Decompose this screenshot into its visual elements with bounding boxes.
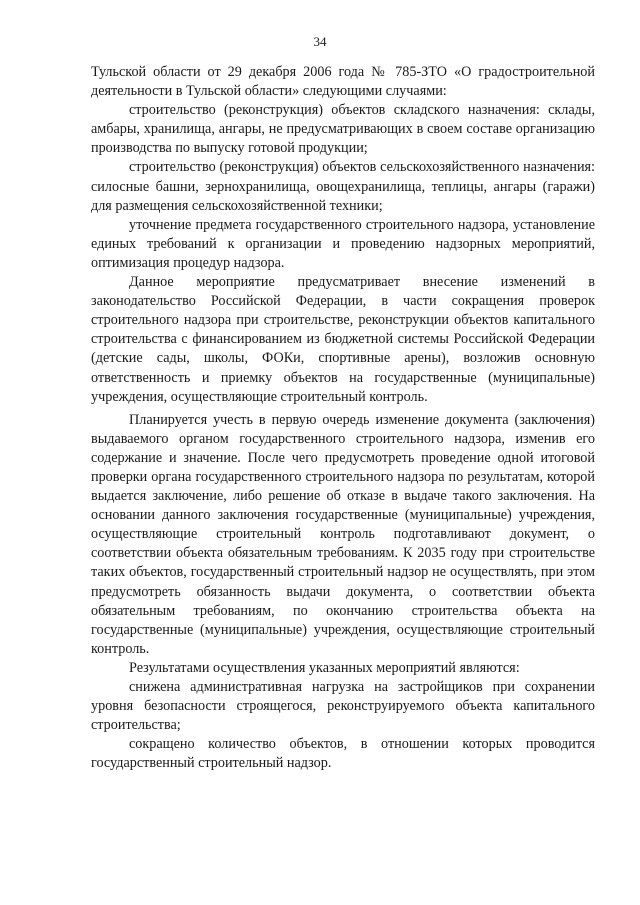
paragraph-4: уточнение предмета государственного строительного надзора, установление единых требований к организации и проведению надзорных мероприятий, оптимизация процедур надзора. [91, 216, 595, 271]
paragraph-1: Тульской области от 29 декабря 2006 года № 785-ЗТО «О градостроительной деятельности в Тульской области» следующими случаями: [91, 64, 595, 100]
paragraph-5: Данное мероприятие предусматривает внесение изменений в законодательство Российской Федерации, в части сокращения проверок строительного надзора при строительстве, реконструкции объектов капитального строительства с финансированием из бюджетной системы Российской Федерации (детские сады, школы, ФОКи, спортивные арены), возложив основную ответственность и приемку объектов на государственные (муниципальные) учреждения, осуществляющие строительный контроль. [91, 274, 595, 405]
paragraph-6: Планируется учесть в первую очередь изменение документа (заключения) выдаваемого органом государственного строительного надзора, изменив его содержание и значение. После чего предусмотреть проведение одной итоговой проверки органа государственного строительного надзора по результатам, которой выдается заключение, либо решение об отказе в выдаче такого заключения. На основании данного заключения государственные (муниципальные) учреждения, осуществляющие строительный контроль подготавливают документ, о соответствии объекта обязательным требованиям. К 2035 году при строительстве таких объектов, государственный строительный надзор не осуществлять, при этом предусмотреть обязанность выдачи документа, о соответствии объекта обязательным требованиям, по окончанию строительства объекта на государственные (муниципальные) учреждения, осуществляющие строительный контроль. [91, 411, 595, 657]
paragraph-2: строительство (реконструкция) объектов складского назначения: склады, амбары, хранилища, ангары, не предусматривающих в своем составе организацию производства по выпуску готовой продукции; [91, 102, 595, 157]
paragraph-8: снижена административная нагрузка на застройщиков при сохранении уровня безопасности строящегося, реконструируемого объекта капитального строительства; [91, 679, 595, 734]
paragraph-3: строительство (реконструкция) объектов сельскохозяйственного назначения: силосные башни, зернохранилища, овощехранилища, теплицы, ангары (гаражи) для размещения сельскохозяйственной техники; [91, 159, 595, 214]
paragraph-7: Результатами осуществления указанных мероприятий являются: [129, 659, 520, 676]
paragraph-9: сокращено количество объектов, в отношении которых проводится государственный строительный надзор. [91, 736, 595, 772]
page-number: 34 [313, 34, 327, 49]
document-body [91, 63, 595, 773]
